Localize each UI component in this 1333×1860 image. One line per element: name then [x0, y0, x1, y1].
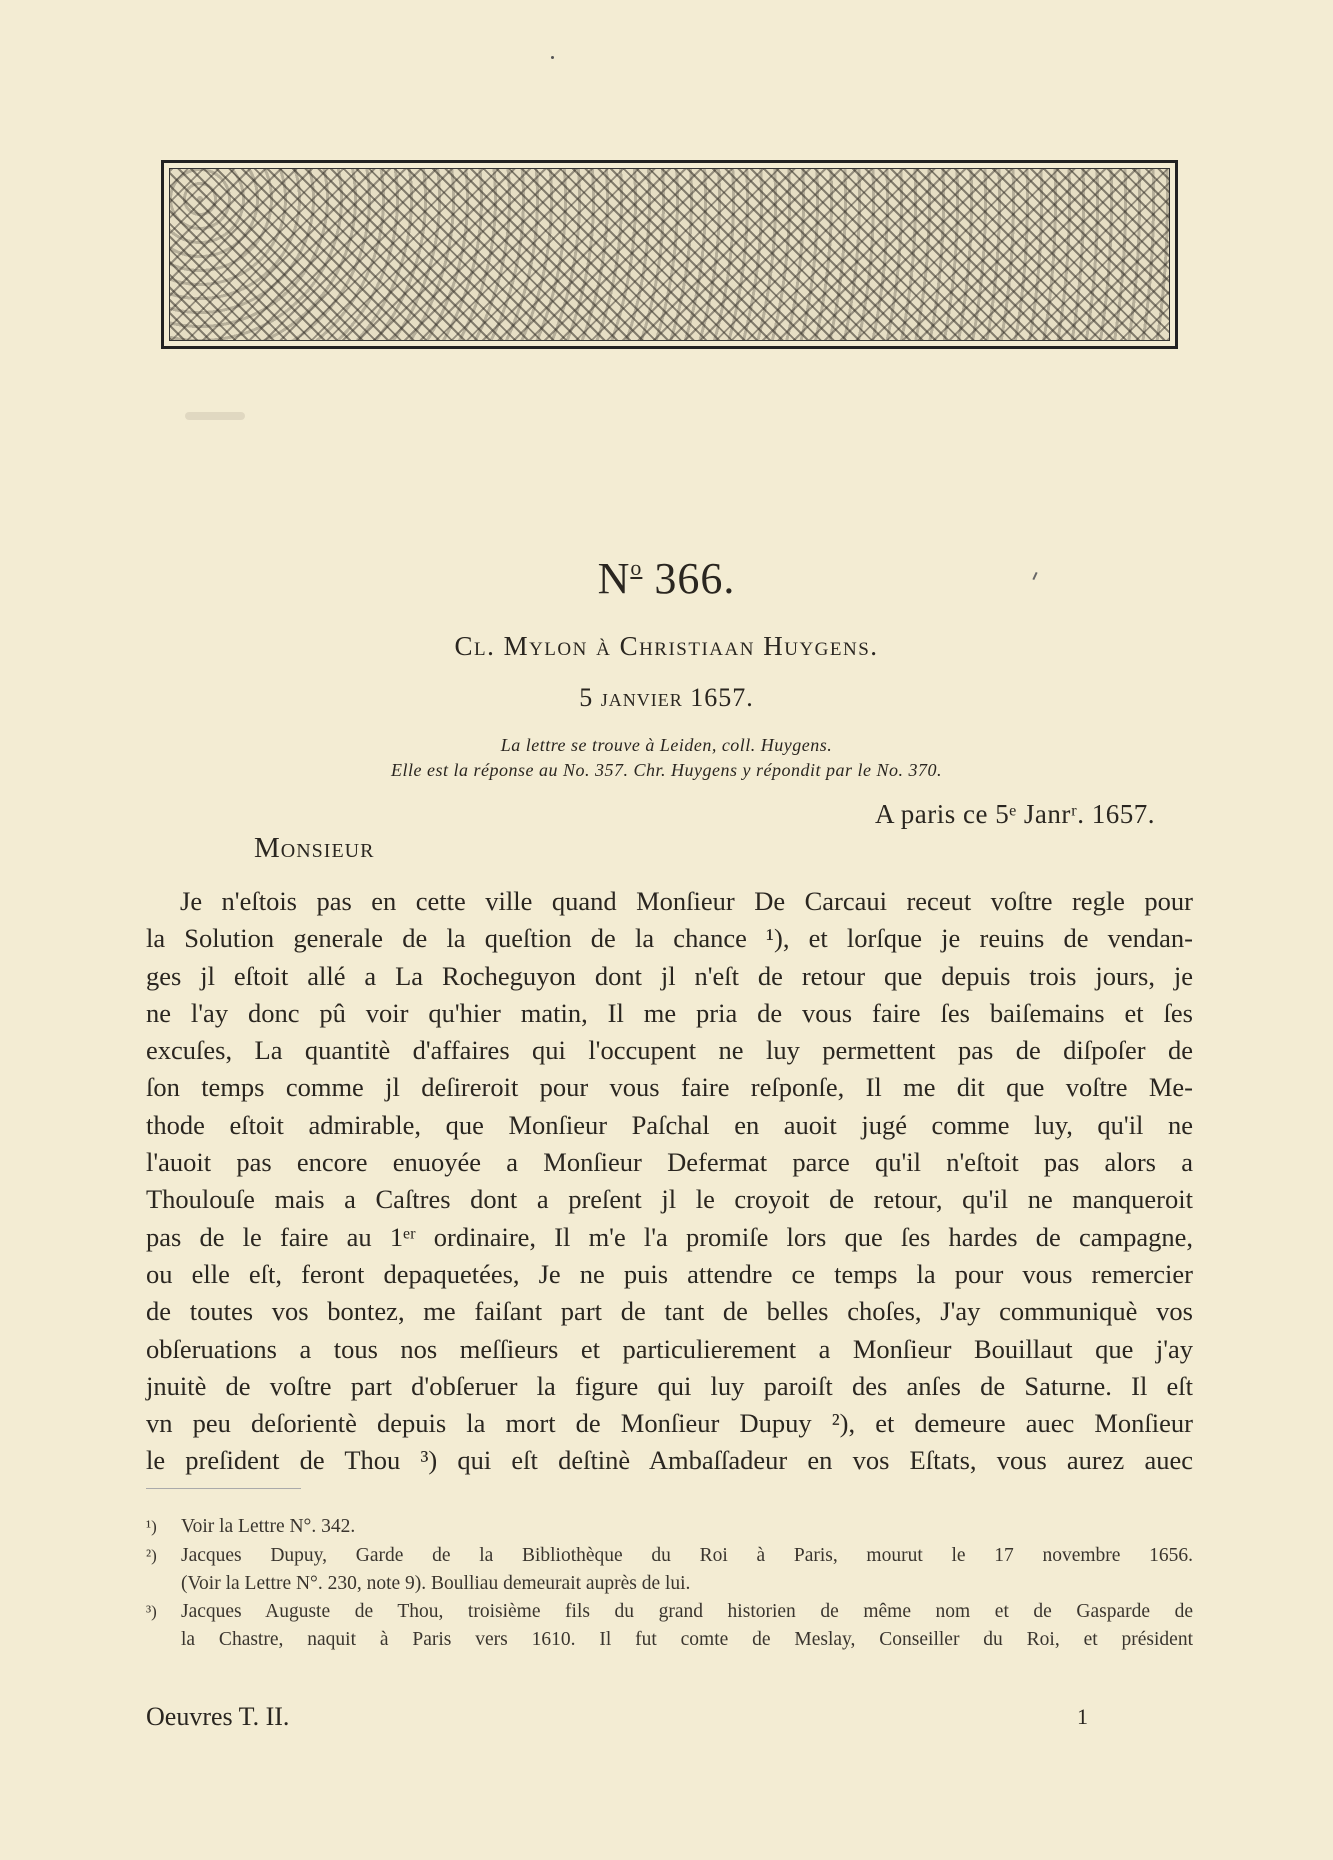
volume-signature: Oeuvres T. II.: [146, 1702, 290, 1731]
letter-dateline: A paris ce 5ᵉ Janrʳ. 1657.: [875, 799, 1155, 829]
body-line: excuſes, La quantitè d'affaires qui l'occupent ne luy permettent pas de diſpoſer de: [146, 1035, 1193, 1066]
body-line: la Solution generale de la queſtion de la chance ¹), et lorſque je reuins de vendan-: [146, 923, 1193, 954]
body-line: ou elle eſt, feront depaquetées, Je ne puis attendre ce temps la pour vous remercier: [146, 1258, 1193, 1289]
body-line: obſeruations a tous nos meſſieurs et particulierement a Monſieur Bouillaut que j'ay: [146, 1333, 1193, 1364]
footnote: [146, 1542, 1193, 1598]
footnote-line: Voir la Lettre N°. 342.: [181, 1516, 356, 1537]
letter-date: [0, 683, 1333, 713]
footnote-line: (Voir la Lettre N°. 230, note 9). Boulliau demeurait auprès de lui.: [181, 1572, 691, 1594]
smudge-mark: [185, 412, 245, 420]
source-line: La lettre se trouve à Leiden, coll. Huygens.: [500, 735, 833, 755]
body-line: l'auoit pas encore enuoyée a Monſieur Defermat parce qu'il n'eſtoit pas alors a: [146, 1147, 1193, 1178]
footnote-marker: ¹): [146, 1517, 157, 1536]
number-value: 366.: [654, 554, 736, 603]
footnote-marker: ³): [146, 1602, 157, 1622]
source-line: Elle est la réponse au No. 357. Chr. Huygens y répondit par le No. 370.: [391, 760, 942, 780]
date-year: 1657.: [690, 683, 754, 712]
body-line: ne l'ay donc pû voir qu'hier matin, Il me pria de vous faire ſes baiſemains et ſes: [146, 997, 1193, 1028]
body-line: thode eſtoit admirable, que Monſieur Paſchal en auoit jugé comme luy, qu'il ne: [146, 1109, 1193, 1140]
body-line: pas de le faire au 1ᵉʳ ordinaire, Il m'e l'a promiſe lors que ſes hardes de campagne,: [146, 1221, 1193, 1252]
source-note: [0, 733, 1333, 783]
print-speck: [551, 56, 554, 59]
number-sup: o: [630, 555, 643, 580]
body-line: Je n'eſtois pas en cette ville quand Monſieur De Carcaui receut voſtre regle pour: [180, 886, 1193, 916]
footnotes: [146, 1513, 1193, 1655]
number-prefix: N: [597, 554, 631, 603]
body-line: ſon temps comme jl deſireroit pour vous faire reſponſe, Il me dit que voſtre Me-: [146, 1072, 1193, 1103]
footnote: [146, 1513, 1193, 1541]
letter-body: [146, 883, 1193, 1480]
body-line: Thoulouſe mais a Caſtres dont a preſent jl le croyoit de retour, qu'il ne manqueroit: [146, 1184, 1193, 1215]
body-line: vn peu deſorientè depuis la mort de Monſieur Dupuy ²), et demeure auec Monſieur: [146, 1408, 1193, 1439]
body-line: ges jl eſtoit allé a La Rocheguyon dont jl n'eſt de retour que depuis trois jours, je: [146, 960, 1193, 991]
body-line: le preſident de Thou ³) qui eſt deſtinè Ambaſſadeur en vos Eſtats, vous aurez auec: [146, 1445, 1193, 1476]
footnote-line: Jacques Dupuy, Garde de la Bibliothèque du Roi à Paris, mourut le 17 novembre 1656.: [181, 1544, 1193, 1566]
date-day: 5: [579, 683, 594, 712]
footnote-line: la Chastre, naquit à Paris vers 1610. Il fut comte de Meslay, Conseiller du Roi, et président: [181, 1629, 1193, 1651]
footnote-line: Jacques Auguste de Thou, troisième fils du grand historien de même nom et de Gasparde de: [181, 1601, 1193, 1623]
footnote-rule: [146, 1488, 301, 1489]
footnote-marker: ²): [146, 1545, 157, 1565]
body-line: jnuitè de voſtre part d'obſeruer la figure qui luy paroiſt des anſes de Saturne. Il eſt: [146, 1370, 1193, 1401]
date-month: janvier: [600, 683, 683, 712]
sheet-mark: 1: [1077, 1704, 1088, 1729]
ornament-pattern: [169, 168, 1170, 341]
letter-title: Cl. Mylon à Christiaan Huygens.: [454, 631, 879, 661]
letter-number: [0, 553, 1333, 604]
salutation: Monsieur: [254, 832, 375, 864]
ornamental-headpiece: [161, 160, 1178, 349]
footnote: [146, 1598, 1193, 1654]
body-line: de toutes vos bontez, me faiſant part de tant de belles choſes, J'ay communiquè vos: [146, 1296, 1193, 1327]
